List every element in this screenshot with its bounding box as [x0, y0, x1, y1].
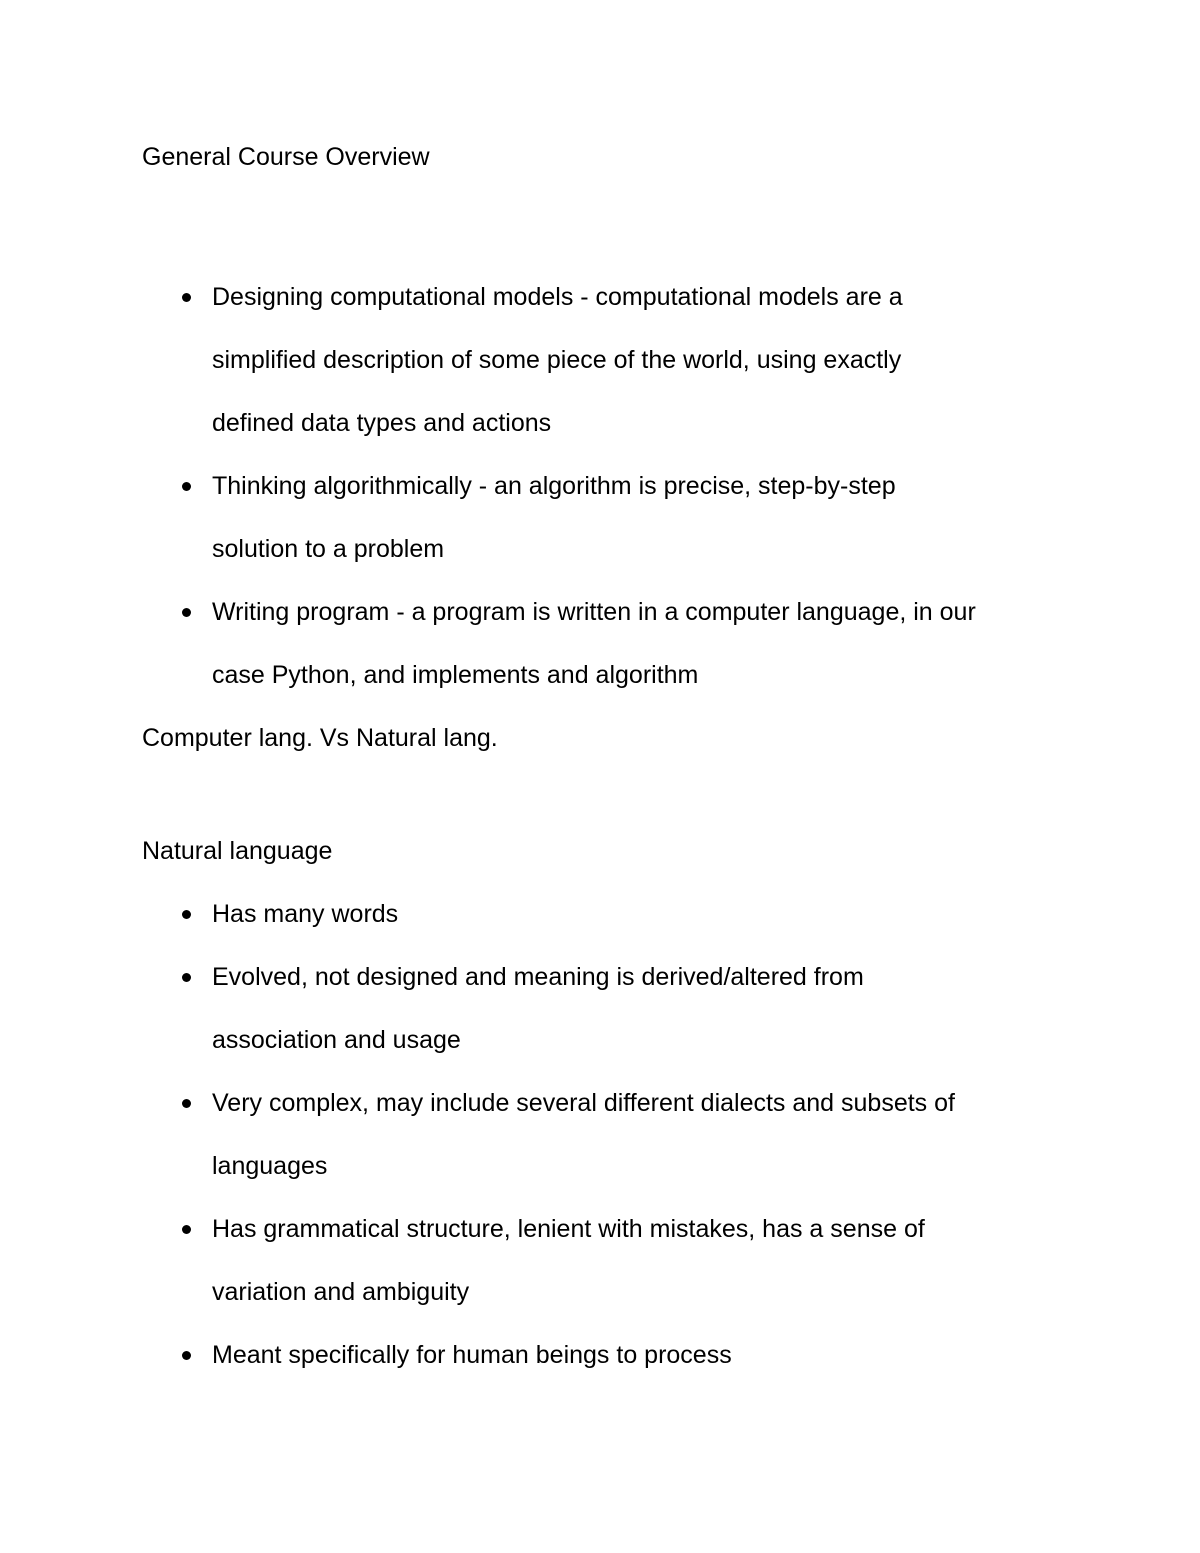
list-item-line: Designing computational models - computational models are a [212, 283, 903, 311]
list-item-line: solution to a problem [212, 535, 445, 563]
bullet-icon [182, 1225, 191, 1234]
list-item-line: Has grammatical structure, lenient with mistakes, has a sense of [212, 1215, 925, 1243]
list-item-line: Writing program - a program is written in a computer language, in our [212, 598, 976, 626]
natural-language-list [142, 883, 1072, 1387]
page-title: General Course Overview [142, 143, 430, 171]
list-item-line: association and usage [212, 1026, 461, 1054]
list-item-line: Evolved, not designed and meaning is derived/altered from [212, 963, 864, 991]
list-item [142, 946, 1072, 1072]
bullet-icon [182, 973, 191, 982]
list-item-line: defined data types and actions [212, 409, 552, 437]
bullet-icon [182, 1099, 191, 1108]
document-content [142, 138, 1072, 1387]
list-item [142, 581, 1072, 707]
overview-list [142, 266, 1072, 707]
list-item [142, 1198, 1072, 1324]
list-item [142, 455, 1072, 581]
bullet-icon [182, 1351, 191, 1360]
bullet-icon [182, 608, 191, 617]
list-item-line: Very complex, may include several different dialects and subsets of [212, 1089, 955, 1117]
list-item [142, 266, 1072, 455]
list-item-line: Meant specifically for human beings to process [212, 1341, 732, 1369]
list-item-line: languages [212, 1152, 328, 1180]
comparison-heading: Computer lang. Vs Natural lang. [142, 724, 498, 752]
list-item [142, 1072, 1072, 1198]
list-item-line: simplified description of some piece of the world, using exactly [212, 346, 902, 374]
spacer [142, 770, 1072, 820]
spacer [142, 176, 1072, 266]
list-item [142, 883, 1072, 946]
bullet-icon [182, 482, 191, 491]
bullet-icon [182, 910, 191, 919]
list-item-line: Has many words [212, 900, 399, 928]
natural-language-heading: Natural language [142, 837, 333, 865]
bullet-icon [182, 293, 191, 302]
list-item [142, 1324, 1072, 1387]
list-item-line: Thinking algorithmically - an algorithm is precise, step-by-step [212, 472, 896, 500]
list-item-line: variation and ambiguity [212, 1278, 470, 1306]
list-item-line: case Python, and implements and algorithm [212, 661, 699, 689]
